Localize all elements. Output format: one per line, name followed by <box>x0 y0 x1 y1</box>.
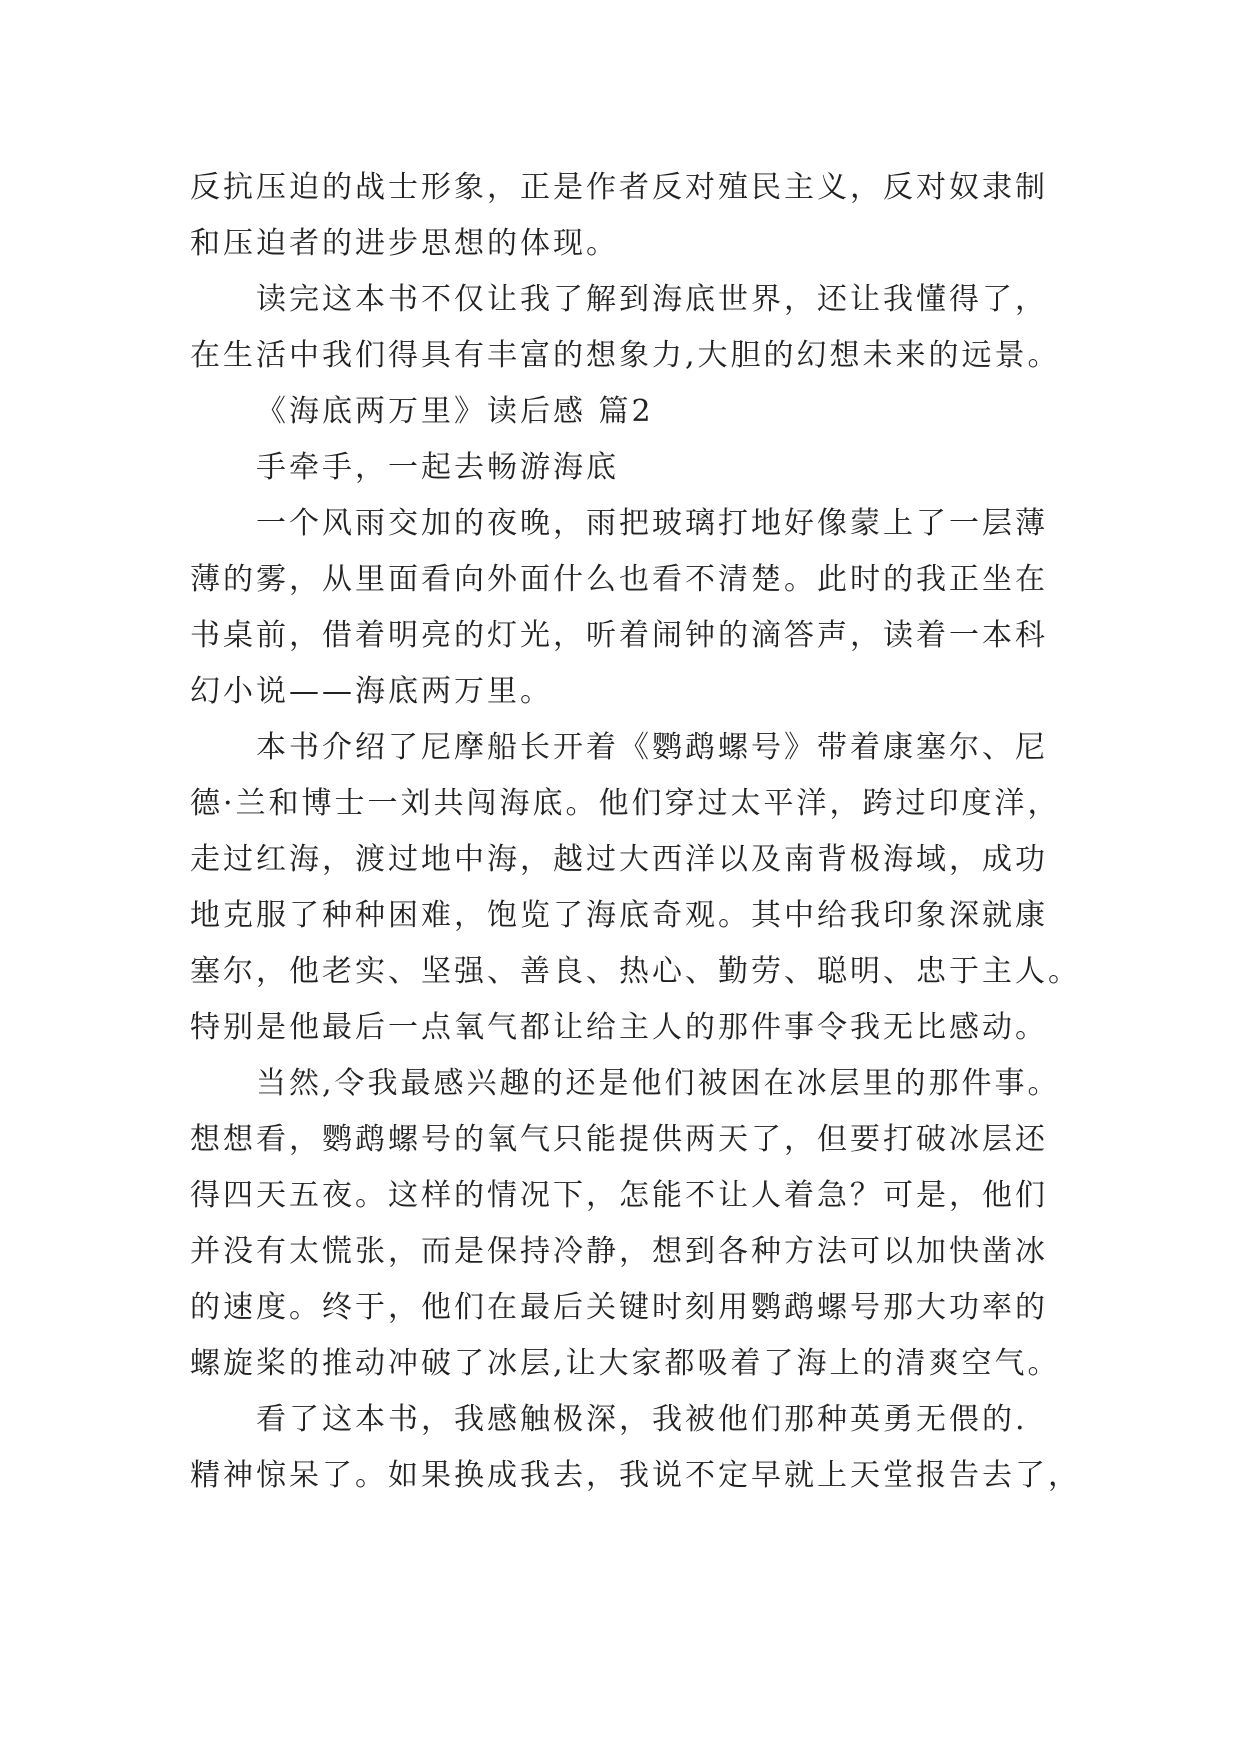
paragraph-start: 看了这本书，我感触极深，我被他们那种英勇无偎的. <box>256 1402 1028 1437</box>
text-line: 精神惊呆了。如果换成我去，我说不定早就上天堂报告去了， <box>190 1458 1081 1493</box>
paragraph-start: 本书介绍了尼摩船长开着《鹦鹉螺号》带着康塞尔、尼 <box>256 730 1048 765</box>
paragraph-start: 当然,令我最感兴趣的还是他们被困在冰层里的那件事。 <box>256 1066 1061 1101</box>
text-line: 塞尔，他老实、坚强、善良、热心、勤劳、聪明、忠于主人。 <box>190 954 1081 989</box>
essay-title: 手牵手，一起去畅游海底 <box>256 450 619 485</box>
text-line: 地克服了种种困难，饱览了海底奇观。其中给我印象深就康 <box>190 898 1048 933</box>
text-line: 和压迫者的进步思想的体现。 <box>190 226 619 261</box>
text-line: 书桌前，借着明亮的灯光，听着闹钟的滴答声，读着一本科 <box>190 618 1048 653</box>
text-line: 走过红海，渡过地中海，越过大西洋以及南背极海域，成功 <box>190 842 1048 877</box>
text-line: 的速度。终于，他们在最后关键时刻用鹦鹉螺号那大功率的 <box>190 1290 1048 1325</box>
section-heading: 《海底两万里》读后感 篇2 <box>256 394 654 429</box>
text-line: 幻小说——海底两万里。 <box>190 674 553 709</box>
text-line: 在生活中我们得具有丰富的想象力,大胆的幻想未来的远景。 <box>190 338 1061 373</box>
text-line: 并没有太慌张，而是保持冷静，想到各种方法可以加快凿冰 <box>190 1234 1048 1269</box>
paragraph-start: 读完这本书不仅让我了解到海底世界，还让我懂得了， <box>256 282 1048 317</box>
text-line: 反抗压迫的战士形象，正是作者反对殖民主义，反对奴隶制 <box>190 170 1048 205</box>
text-line: 薄的雾，从里面看向外面什么也看不清楚。此时的我正坐在 <box>190 562 1048 597</box>
text-line: 得四天五夜。这样的情况下，怎能不让人着急？可是，他们 <box>190 1178 1048 1213</box>
text-line: 德·兰和博士一刘共闯海底。他们穿过太平洋，跨过印度洋， <box>190 786 1061 821</box>
body-text <box>190 160 1081 1504</box>
text-line: 螺旋桨的推动冲破了冰层,让大家都吸着了海上的清爽空气。 <box>190 1346 1061 1381</box>
text-line: 特别是他最后一点氧气都让给主人的那件事令我无比感动。 <box>190 1010 1048 1045</box>
paragraph-start: 一个风雨交加的夜晚，雨把玻璃打地好像蒙上了一层薄 <box>256 506 1048 541</box>
text-line: 想想看，鹦鹉螺号的氧气只能提供两天了，但要打破冰层还 <box>190 1122 1048 1157</box>
